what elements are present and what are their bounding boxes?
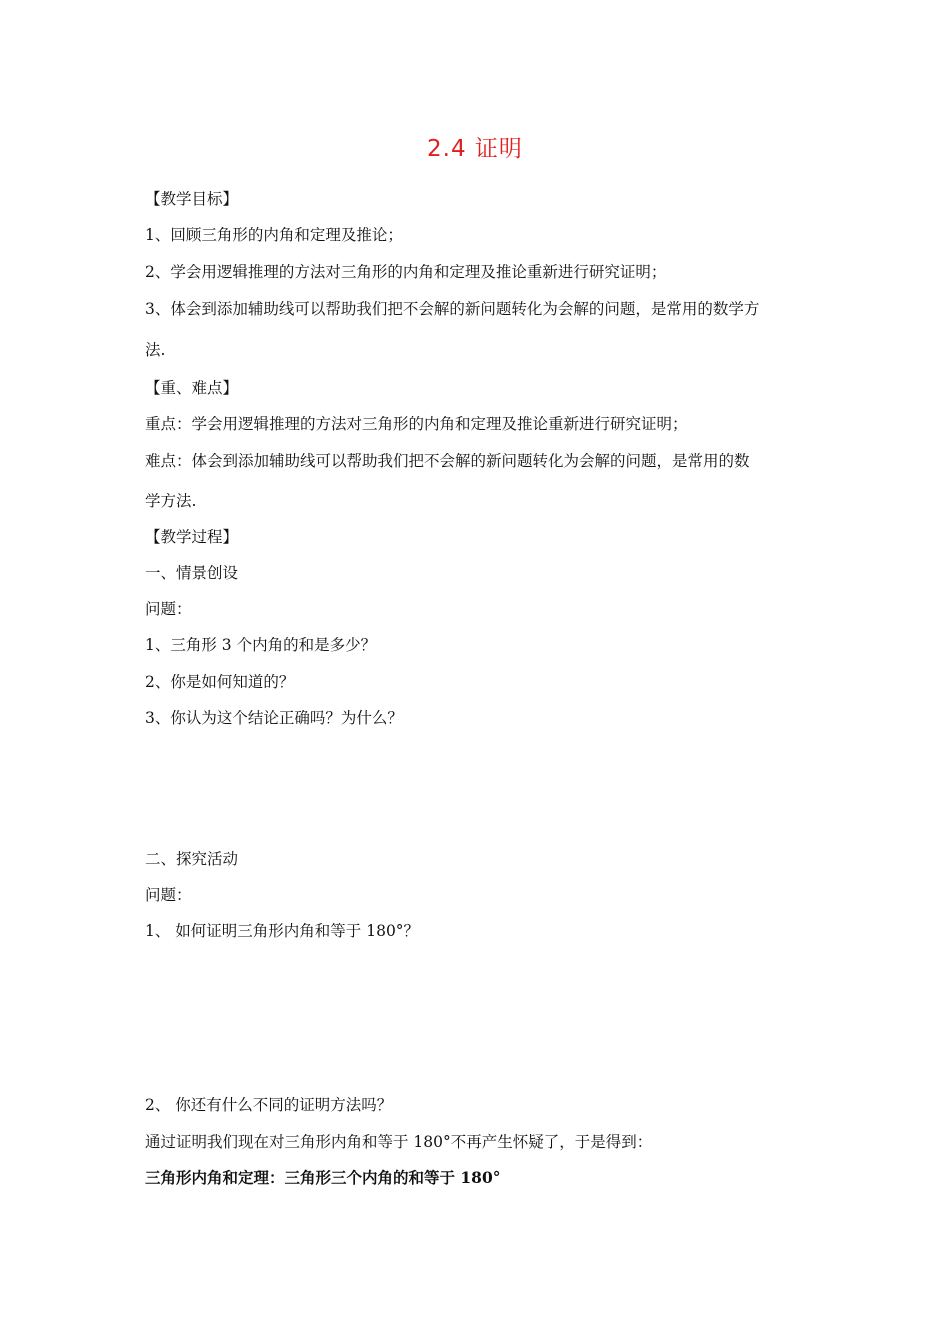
question-2-1: 1、 如何证明三角形内角和等于 180°？ bbox=[145, 922, 420, 940]
goal-item-3: 3、体会到添加辅助线可以帮助我们把不会解的新问题转化为会解的问题，是常用的数学方 bbox=[145, 300, 760, 318]
question-label-2: 问题： bbox=[145, 886, 192, 904]
question-2-2: 2、 你还有什么不同的证明方法吗？ bbox=[145, 1096, 393, 1114]
goal-item-3-continued: 法. bbox=[145, 341, 166, 359]
heading-key-difficult-points: 【重、难点】 bbox=[145, 379, 239, 397]
theorem-statement: 三角形内角和定理：三角形三个内角的和等于 180° bbox=[145, 1168, 501, 1187]
section-scenario: 一、情景创设 bbox=[145, 564, 239, 582]
difficult-point-continued: 学方法. bbox=[145, 492, 197, 510]
heading-teaching-goals: 【教学目标】 bbox=[145, 190, 239, 208]
question-1-3: 3、你认为这个结论正确吗？为什么？ bbox=[145, 709, 403, 727]
question-1-2: 2、你是如何知道的？ bbox=[145, 673, 295, 691]
goal-item-1: 1、回顾三角形的内角和定理及推论； bbox=[145, 226, 403, 244]
difficult-point: 难点：体会到添加辅助线可以帮助我们把不会解的新问题转化为会解的问题，是常用的数 bbox=[145, 452, 750, 470]
section-exploration: 二、探究活动 bbox=[145, 850, 239, 868]
heading-teaching-process: 【教学过程】 bbox=[145, 528, 239, 546]
key-point: 重点：学会用逻辑推理的方法对三角形的内角和定理及推论重新进行研究证明； bbox=[145, 415, 688, 433]
goal-item-2: 2、学会用逻辑推理的方法对三角形的内角和定理及推论重新进行研究证明； bbox=[145, 263, 667, 281]
question-label-1: 问题： bbox=[145, 600, 192, 618]
conclusion-intro: 通过证明我们现在对三角形内角和等于 180°不再产生怀疑了，于是得到： bbox=[145, 1133, 653, 1151]
question-1-1: 1、三角形 3 个内角的和是多少？ bbox=[145, 636, 377, 654]
page-title: 2.4 证明 bbox=[427, 136, 523, 162]
